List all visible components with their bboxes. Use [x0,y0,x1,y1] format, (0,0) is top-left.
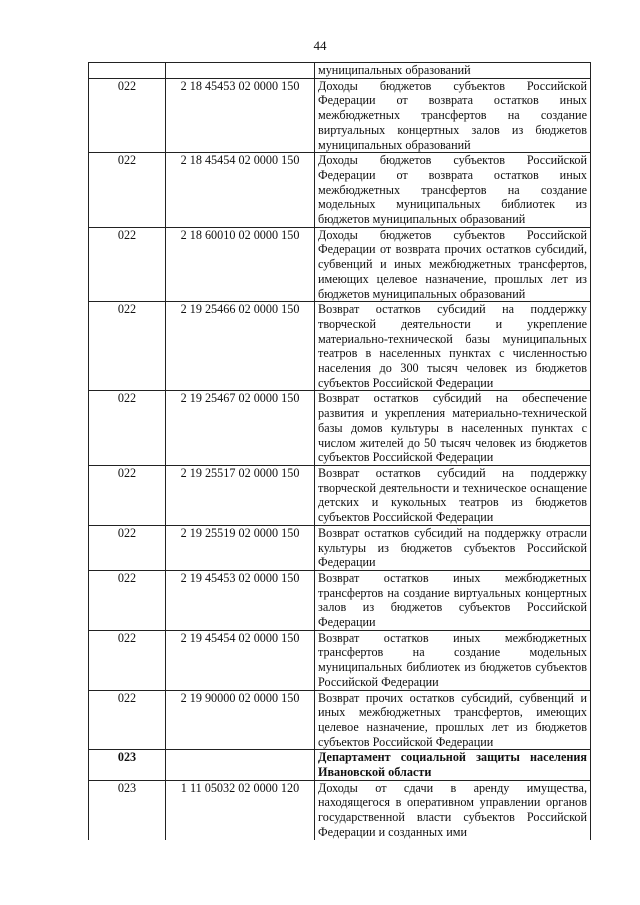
revenue-code-cell: 2 18 45453 02 0000 150 [166,78,315,153]
revenue-code-cell: 2 18 45454 02 0000 150 [166,153,315,228]
admin-code-cell: 022 [89,153,166,228]
description-cell: муниципальных образований [315,63,591,79]
table-row [89,302,591,391]
description-cell: Департамент социальной защиты населения Ивановской области [315,750,591,780]
revenue-code-cell: 2 19 25517 02 0000 150 [166,465,315,525]
revenue-code-cell: 2 19 25467 02 0000 150 [166,391,315,466]
description-cell: Доходы от сдачи в аренду имущества, находящегося в оперативном управлении органов государственной власти субъектов Российской Федерации и созданных ими [315,780,591,839]
revenue-code-cell: 2 19 45453 02 0000 150 [166,570,315,630]
table-row [89,525,591,570]
revenue-code-cell [166,63,315,79]
description-cell: Возврат остатков иных межбюджетных трансфертов на создание виртуальных концертных залов из бюджетов субъектов Российской Федерации [315,570,591,630]
admin-code-cell: 022 [89,302,166,391]
table-body [89,63,591,840]
table-row [89,465,591,525]
description-cell: Доходы бюджетов субъектов Российской Федерации от возврата остатков иных межбюджетных трансфертов на создание виртуальных концертных залов из бюджетов муниципальных образований [315,78,591,153]
revenue-code-cell: 2 19 25519 02 0000 150 [166,525,315,570]
revenue-code-cell: 1 11 05032 02 0000 120 [166,780,315,839]
table-row [89,391,591,466]
admin-code-cell: 022 [89,465,166,525]
admin-code-cell: 023 [89,780,166,839]
table-row [89,63,591,79]
table-row [89,690,591,750]
description-cell: Возврат остатков субсидий на поддержку отрасли культуры из бюджетов субъектов Российской Федерации [315,525,591,570]
admin-code-cell: 022 [89,690,166,750]
revenue-codes-table [88,62,591,840]
description-cell: Доходы бюджетов субъектов Российской Федерации от возврата прочих остатков субсидий, субвенций и иных межбюджетных трансфертов, имеющих целевое назначение, прошлых лет из бюджетов муниципальных образований [315,227,591,302]
description-cell: Возврат остатков субсидий на обеспечение развития и укрепления материально-технической базы домов культуры в населенных пунктах с числом жителей до 50 тысяч человек из бюджетов субъектов Российской Федерации [315,391,591,466]
table-row [89,227,591,302]
table-row [89,153,591,228]
admin-code-cell: 022 [89,78,166,153]
admin-code-cell: 022 [89,630,166,690]
revenue-code-cell: 2 18 60010 02 0000 150 [166,227,315,302]
description-cell: Возврат остатков иных межбюджетных трансфертов на создание модельных муниципальных библиотек из бюджетов субъектов Российской Федерации [315,630,591,690]
admin-code-cell: 022 [89,570,166,630]
description-cell: Возврат остатков субсидий на поддержку творческой деятельности и техническое оснащение детских и кукольных театров из бюджетов субъектов Российской Федерации [315,465,591,525]
admin-code-cell [89,63,166,79]
admin-code-cell: 023 [89,750,166,780]
page-number: 44 [313,38,327,53]
description-cell: Возврат остатков субсидий на поддержку творческой деятельности и укрепление материально-технической базы муниципальных театров в населенных пунктах с численностью населения до 300 тысяч человек из бюджетов субъектов Российской Федерации [315,302,591,391]
revenue-code-cell: 2 19 45454 02 0000 150 [166,630,315,690]
description-cell: Возврат прочих остатков субсидий, субвенций и иных межбюджетных трансфертов, имеющих целевое назначение, прошлых лет из бюджетов субъектов Российской Федерации [315,690,591,750]
admin-code-cell: 022 [89,227,166,302]
table-row [89,78,591,153]
admin-code-cell: 022 [89,391,166,466]
description-cell: Доходы бюджетов субъектов Российской Федерации от возврата остатков иных межбюджетных трансфертов на создание модельных муниципальных библиотек из бюджетов муниципальных образований [315,153,591,228]
revenue-code-cell [166,750,315,780]
revenue-code-cell: 2 19 90000 02 0000 150 [166,690,315,750]
admin-code-cell: 022 [89,525,166,570]
table-row [89,630,591,690]
table-row [89,570,591,630]
revenue-code-cell: 2 19 25466 02 0000 150 [166,302,315,391]
table-row [89,750,591,780]
table-row [89,780,591,839]
